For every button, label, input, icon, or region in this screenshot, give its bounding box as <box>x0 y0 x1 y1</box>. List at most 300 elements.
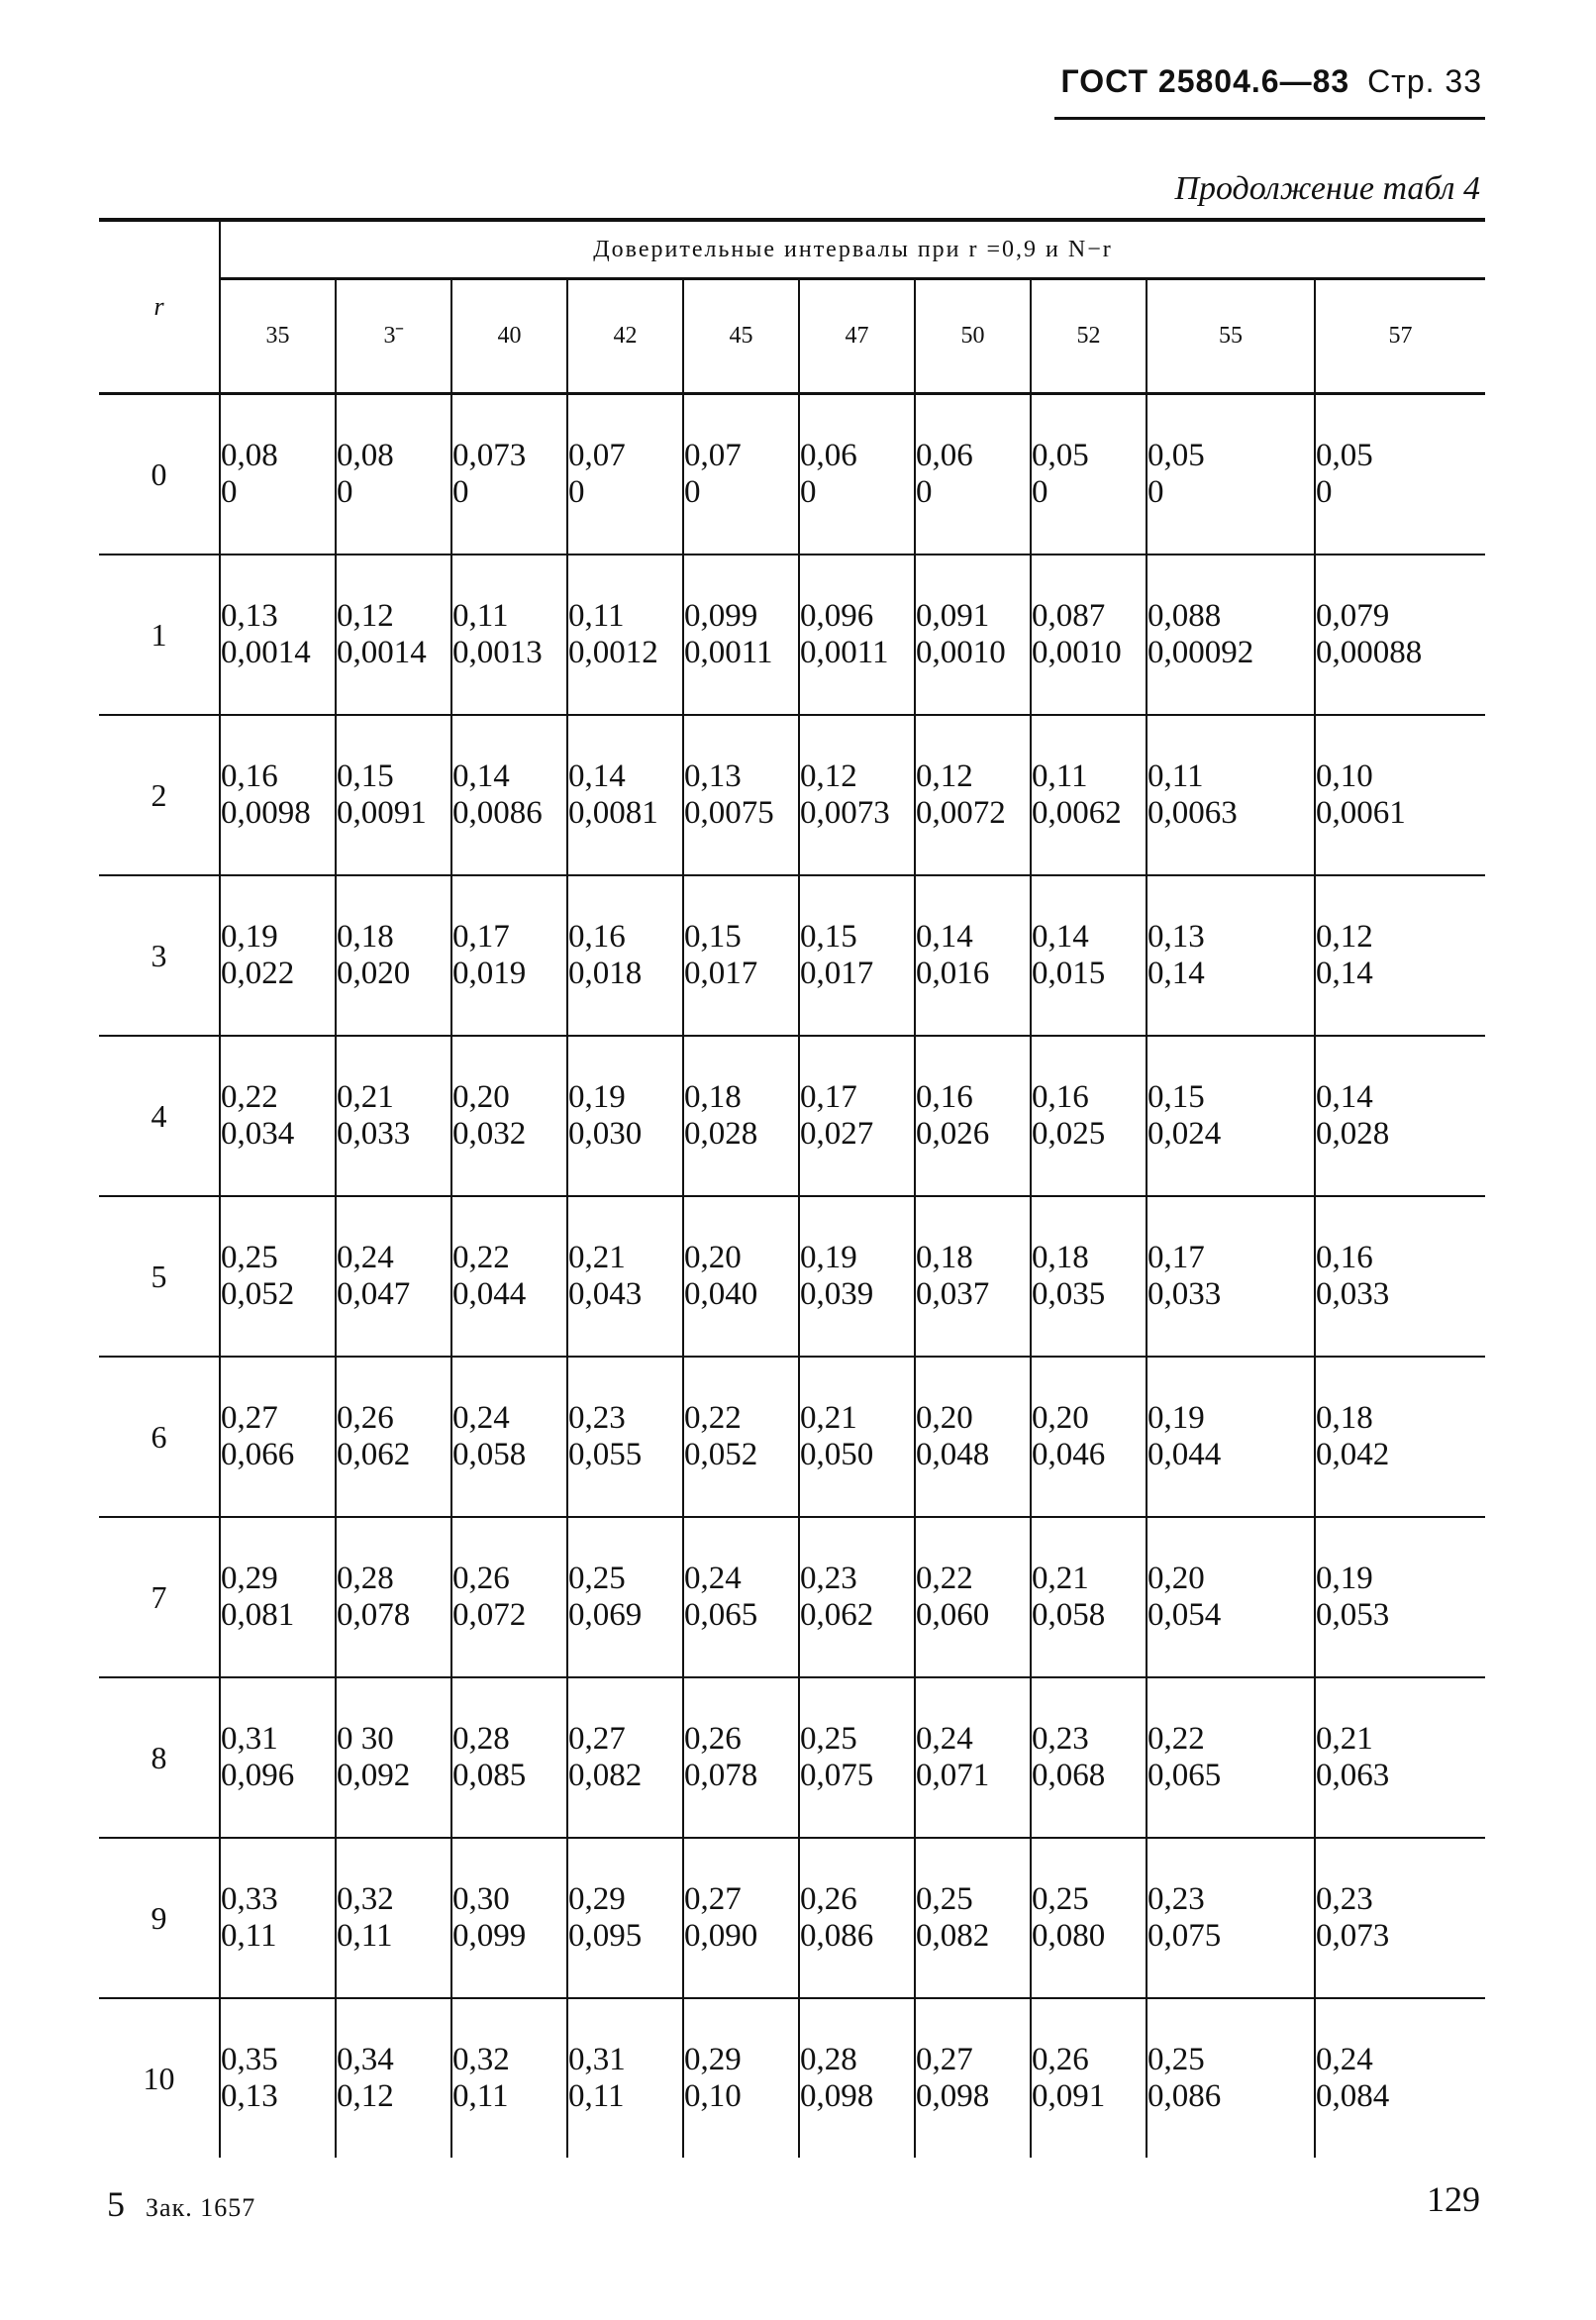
upper-bound: 0,12 <box>337 598 394 634</box>
lower-bound: 0,0010 <box>1032 635 1122 670</box>
lower-bound: 0,052 <box>684 1437 758 1472</box>
interval-cell <box>220 1196 336 1357</box>
upper-bound: 0,22 <box>916 1561 973 1596</box>
upper-bound: 0,30 <box>452 1881 510 1917</box>
lower-bound: 0,0062 <box>1032 795 1122 831</box>
column-header: 40 <box>451 279 567 394</box>
lower-bound: 0,043 <box>568 1276 643 1312</box>
column-header: 57 <box>1315 279 1485 394</box>
lower-bound: 0,065 <box>684 1597 758 1633</box>
interval-cell <box>799 715 915 875</box>
interval-cell <box>336 875 451 1036</box>
interval-cell <box>1031 394 1147 555</box>
upper-bound: 0,087 <box>1032 598 1106 634</box>
header-underline <box>1054 117 1485 120</box>
lower-bound: 0,082 <box>916 1918 990 1954</box>
lower-bound: 0,0098 <box>221 795 311 831</box>
interval-cell <box>336 1036 451 1196</box>
upper-bound: 0,24 <box>916 1721 973 1757</box>
lower-bound: 0,081 <box>221 1597 295 1633</box>
lower-bound: 0,0081 <box>568 795 658 831</box>
upper-bound: 0,29 <box>221 1561 278 1596</box>
upper-bound: 0 30 <box>337 1721 394 1757</box>
lower-bound: 0,018 <box>568 956 643 991</box>
interval-cell <box>915 1677 1031 1838</box>
upper-bound: 0,23 <box>1147 1881 1205 1917</box>
interval-cell <box>1031 875 1147 1036</box>
interval-cell <box>451 1517 567 1677</box>
row-r-value: 0 <box>99 394 220 555</box>
upper-bound: 0,21 <box>568 1240 626 1275</box>
interval-cell <box>1031 1196 1147 1357</box>
interval-cell <box>451 875 567 1036</box>
interval-cell <box>1315 1998 1485 2158</box>
standard-id: ГОСТ 25804.6—83 <box>1060 63 1350 99</box>
upper-bound: 0,27 <box>568 1721 626 1757</box>
interval-cell <box>1147 1998 1315 2158</box>
interval-cell <box>567 394 683 555</box>
upper-bound: 0,18 <box>1316 1400 1373 1436</box>
interval-cell <box>220 1036 336 1196</box>
upper-bound: 0,05 <box>1032 438 1089 473</box>
interval-cell <box>220 1517 336 1677</box>
lower-bound: 0,073 <box>1316 1918 1390 1954</box>
interval-cell <box>683 875 799 1036</box>
lower-bound: 0,096 <box>221 1758 295 1793</box>
upper-bound: 0,13 <box>1147 919 1205 955</box>
upper-bound: 0,19 <box>221 919 278 955</box>
upper-bound: 0,14 <box>1316 1079 1373 1115</box>
upper-bound: 0,06 <box>916 438 973 473</box>
upper-bound: 0,073 <box>452 438 527 473</box>
interval-cell <box>799 1196 915 1357</box>
column-header: 50 <box>915 279 1031 394</box>
interval-cell <box>451 1998 567 2158</box>
upper-bound: 0,23 <box>800 1561 857 1596</box>
upper-bound: 0,10 <box>1316 758 1373 794</box>
upper-bound: 0,28 <box>452 1721 510 1757</box>
lower-bound: 0,082 <box>568 1758 643 1793</box>
interval-cell <box>683 1998 799 2158</box>
upper-bound: 0,15 <box>800 919 857 955</box>
page-header <box>1061 63 1482 100</box>
upper-bound: 0,16 <box>1316 1240 1373 1275</box>
lower-bound: 0,052 <box>221 1276 295 1312</box>
interval-cell <box>1315 555 1485 715</box>
upper-bound: 0,14 <box>568 758 626 794</box>
lower-bound: 0,12 <box>337 2078 394 2114</box>
row-r-value: 8 <box>99 1677 220 1838</box>
lower-bound: 0,0063 <box>1147 795 1238 831</box>
interval-cell <box>1147 1677 1315 1838</box>
interval-cell <box>683 394 799 555</box>
lower-bound: 0,00092 <box>1147 635 1254 670</box>
upper-bound: 0,26 <box>452 1561 510 1596</box>
upper-bound: 0,22 <box>1147 1721 1205 1757</box>
upper-bound: 0,27 <box>221 1400 278 1436</box>
interval-cell <box>220 1998 336 2158</box>
column-header: 55 <box>1147 279 1315 394</box>
upper-bound: 0,16 <box>916 1079 973 1115</box>
upper-bound: 0,13 <box>221 598 278 634</box>
lower-bound: 0,020 <box>337 956 411 991</box>
upper-bound: 0,06 <box>800 438 857 473</box>
lower-bound: 0,033 <box>1147 1276 1222 1312</box>
row-r-value: 6 <box>99 1357 220 1517</box>
table-row <box>99 875 1485 1036</box>
interval-cell <box>915 715 1031 875</box>
upper-bound: 0,21 <box>800 1400 857 1436</box>
lower-bound: 0,033 <box>1316 1276 1390 1312</box>
interval-cell <box>336 1357 451 1517</box>
table-row <box>99 715 1485 875</box>
lower-bound: 0,048 <box>916 1437 990 1472</box>
interval-cell <box>1147 875 1315 1036</box>
lower-bound: 0,068 <box>1032 1758 1106 1793</box>
interval-cell <box>799 1838 915 1998</box>
table-row <box>99 1838 1485 1998</box>
lower-bound: 0,027 <box>800 1116 874 1152</box>
lower-bound: 0 <box>916 474 933 510</box>
lower-bound: 0,025 <box>1032 1116 1106 1152</box>
upper-bound: 0,13 <box>684 758 742 794</box>
interval-cell <box>683 1357 799 1517</box>
interval-cell <box>1147 1357 1315 1517</box>
interval-cell <box>1315 715 1485 875</box>
lower-bound: 0,11 <box>337 1918 393 1954</box>
lower-bound: 0,069 <box>568 1597 643 1633</box>
upper-bound: 0,20 <box>1147 1561 1205 1596</box>
upper-bound: 0,16 <box>221 758 278 794</box>
interval-cell <box>799 875 915 1036</box>
upper-bound: 0,33 <box>221 1881 278 1917</box>
lower-bound: 0 <box>800 474 817 510</box>
interval-cell <box>1031 715 1147 875</box>
lower-bound: 0,11 <box>568 2078 625 2114</box>
lower-bound: 0,028 <box>1316 1116 1390 1152</box>
upper-bound: 0,18 <box>684 1079 742 1115</box>
row-r-value: 1 <box>99 555 220 715</box>
lower-bound: 0,075 <box>1147 1918 1222 1954</box>
interval-cell <box>567 1998 683 2158</box>
lower-bound: 0,026 <box>916 1116 990 1152</box>
interval-cell <box>451 715 567 875</box>
lower-bound: 0,022 <box>221 956 295 991</box>
upper-bound: 0,17 <box>1147 1240 1205 1275</box>
lower-bound: 0,035 <box>1032 1276 1106 1312</box>
interval-cell <box>1315 1196 1485 1357</box>
interval-cell <box>336 1517 451 1677</box>
lower-bound: 0,044 <box>1147 1437 1222 1472</box>
interval-cell <box>220 715 336 875</box>
interval-cell <box>1147 555 1315 715</box>
table-caption: Доверительные интервалы при r =0,9 и N−r <box>220 220 1485 279</box>
interval-cell <box>683 715 799 875</box>
lower-bound: 0,086 <box>1147 2078 1222 2114</box>
upper-bound: 0,12 <box>916 758 973 794</box>
lower-bound: 0,0012 <box>568 635 658 670</box>
upper-bound: 0,32 <box>452 2042 510 2077</box>
interval-cell <box>567 1357 683 1517</box>
interval-cell <box>567 1196 683 1357</box>
upper-bound: 0,23 <box>1316 1881 1373 1917</box>
interval-cell <box>683 555 799 715</box>
interval-cell <box>1147 394 1315 555</box>
interval-cell <box>683 1517 799 1677</box>
interval-cell <box>567 715 683 875</box>
upper-bound: 0,22 <box>684 1400 742 1436</box>
lower-bound: 0,072 <box>452 1597 527 1633</box>
interval-cell <box>799 1517 915 1677</box>
lower-bound: 0 <box>1032 474 1048 510</box>
lower-bound: 0,092 <box>337 1758 411 1793</box>
upper-bound: 0,28 <box>337 1561 394 1596</box>
lower-bound: 0,024 <box>1147 1116 1222 1152</box>
interval-cell <box>220 555 336 715</box>
row-r-value: 3 <box>99 875 220 1036</box>
upper-bound: 0,099 <box>684 598 758 634</box>
upper-bound: 0,29 <box>568 1881 626 1917</box>
interval-cell <box>799 555 915 715</box>
interval-cell <box>683 1036 799 1196</box>
interval-cell <box>336 1998 451 2158</box>
table-row <box>99 1998 1485 2158</box>
row-r-value: 7 <box>99 1517 220 1677</box>
upper-bound: 0,12 <box>800 758 857 794</box>
lower-bound: 0,0061 <box>1316 795 1406 831</box>
upper-bound: 0,07 <box>568 438 626 473</box>
interval-cell <box>915 1838 1031 1998</box>
upper-bound: 0,19 <box>568 1079 626 1115</box>
lower-bound: 0,060 <box>916 1597 990 1633</box>
lower-bound: 0,14 <box>1316 956 1373 991</box>
interval-cell <box>683 1838 799 1998</box>
upper-bound: 0,25 <box>800 1721 857 1757</box>
interval-cell <box>451 555 567 715</box>
interval-cell <box>915 875 1031 1036</box>
upper-bound: 0,26 <box>800 1881 857 1917</box>
interval-cell <box>915 1998 1031 2158</box>
interval-cell <box>1031 1998 1147 2158</box>
interval-cell <box>683 1677 799 1838</box>
interval-cell <box>220 1677 336 1838</box>
lower-bound: 0,085 <box>452 1758 527 1793</box>
upper-bound: 0,27 <box>684 1881 742 1917</box>
lower-bound: 0,030 <box>568 1116 643 1152</box>
upper-bound: 0,25 <box>1147 2042 1205 2077</box>
interval-cell <box>799 394 915 555</box>
upper-bound: 0,18 <box>1032 1240 1089 1275</box>
lower-bound: 0,0086 <box>452 795 543 831</box>
lower-bound: 0 <box>684 474 701 510</box>
lower-bound: 0,044 <box>452 1276 527 1312</box>
lower-bound: 0,042 <box>1316 1437 1390 1472</box>
lower-bound: 0 <box>1147 474 1164 510</box>
upper-bound: 0,16 <box>568 919 626 955</box>
interval-cell <box>220 1357 336 1517</box>
upper-bound: 0,26 <box>1032 2042 1089 2077</box>
upper-bound: 0,11 <box>452 598 509 634</box>
lower-bound: 0 <box>337 474 353 510</box>
interval-cell <box>1315 1677 1485 1838</box>
interval-cell <box>1031 555 1147 715</box>
upper-bound: 0,35 <box>221 2042 278 2077</box>
upper-bound: 0,20 <box>916 1400 973 1436</box>
interval-cell <box>336 715 451 875</box>
lower-bound: 0,047 <box>337 1276 411 1312</box>
lower-bound: 0,0073 <box>800 795 890 831</box>
interval-cell <box>567 875 683 1036</box>
upper-bound: 0,20 <box>1032 1400 1089 1436</box>
upper-bound: 0,21 <box>1316 1721 1373 1757</box>
lower-bound: 0,032 <box>452 1116 527 1152</box>
upper-bound: 0,19 <box>800 1240 857 1275</box>
lower-bound: 0,055 <box>568 1437 643 1472</box>
upper-bound: 0,34 <box>337 2042 394 2077</box>
upper-bound: 0,088 <box>1147 598 1222 634</box>
upper-bound: 0,096 <box>800 598 874 634</box>
lower-bound: 0,091 <box>1032 2078 1106 2114</box>
table-row <box>99 394 1485 555</box>
column-header: 3ˉ <box>336 279 451 394</box>
upper-bound: 0,21 <box>337 1079 394 1115</box>
interval-cell <box>799 1677 915 1838</box>
interval-cell <box>799 1357 915 1517</box>
lower-bound: 0,11 <box>221 1918 277 1954</box>
interval-cell <box>799 1036 915 1196</box>
upper-bound: 0,24 <box>1316 2042 1373 2077</box>
upper-bound: 0,14 <box>452 758 510 794</box>
interval-cell <box>567 1677 683 1838</box>
sheet-number: 5 <box>107 2184 125 2224</box>
lower-bound: 0,10 <box>684 2078 742 2114</box>
lower-bound: 0,0014 <box>221 635 311 670</box>
interval-cell <box>1031 1036 1147 1196</box>
lower-bound: 0 <box>221 474 238 510</box>
order-number: Зак. 1657 <box>146 2193 256 2222</box>
upper-bound: 0,08 <box>337 438 394 473</box>
interval-cell <box>1147 1036 1315 1196</box>
upper-bound: 0,24 <box>684 1561 742 1596</box>
upper-bound: 0,22 <box>452 1240 510 1275</box>
lower-bound: 0 <box>1316 474 1333 510</box>
row-r-value: 9 <box>99 1838 220 1998</box>
upper-bound: 0,29 <box>684 2042 742 2077</box>
lower-bound: 0,0075 <box>684 795 774 831</box>
lower-bound: 0,015 <box>1032 956 1106 991</box>
interval-cell <box>336 555 451 715</box>
interval-cell <box>915 1357 1031 1517</box>
interval-cell <box>1315 394 1485 555</box>
footer-left <box>107 2183 255 2225</box>
upper-bound: 0,21 <box>1032 1561 1089 1596</box>
lower-bound: 0,098 <box>800 2078 874 2114</box>
upper-bound: 0,19 <box>1316 1561 1373 1596</box>
interval-cell <box>451 1677 567 1838</box>
upper-bound: 0,18 <box>916 1240 973 1275</box>
upper-bound: 0,16 <box>1032 1079 1089 1115</box>
lower-bound: 0,016 <box>916 956 990 991</box>
interval-cell <box>220 1838 336 1998</box>
row-r-value: 10 <box>143 2060 175 2096</box>
upper-bound: 0,24 <box>337 1240 394 1275</box>
table-row <box>99 1357 1485 1517</box>
lower-bound: 0,062 <box>337 1437 411 1472</box>
interval-cell <box>1031 1517 1147 1677</box>
lower-bound: 0,078 <box>337 1597 411 1633</box>
upper-bound: 0,15 <box>684 919 742 955</box>
row-r-value: 4 <box>99 1036 220 1196</box>
interval-cell <box>451 1196 567 1357</box>
upper-bound: 0,091 <box>916 598 990 634</box>
upper-bound: 0,11 <box>1147 758 1204 794</box>
upper-bound: 0,20 <box>684 1240 742 1275</box>
interval-cell <box>336 1838 451 1998</box>
lower-bound: 0,037 <box>916 1276 990 1312</box>
interval-cell <box>220 394 336 555</box>
lower-bound: 0,046 <box>1032 1437 1106 1472</box>
upper-bound: 0,22 <box>221 1079 278 1115</box>
lower-bound: 0,084 <box>1316 2078 1390 2114</box>
column-header: 42 <box>567 279 683 394</box>
table-row <box>99 1517 1485 1677</box>
upper-bound: 0,11 <box>568 598 625 634</box>
interval-cell <box>451 1838 567 1998</box>
interval-cell <box>451 394 567 555</box>
column-header: 35 <box>220 279 336 394</box>
row-r-value: 5 <box>99 1196 220 1357</box>
upper-bound: 0,15 <box>337 758 394 794</box>
lower-bound: 0,11 <box>452 2078 509 2114</box>
lower-bound: 0,0010 <box>916 635 1006 670</box>
upper-bound: 0,079 <box>1316 598 1390 634</box>
interval-cell <box>336 1677 451 1838</box>
lower-bound: 0,13 <box>221 2078 278 2114</box>
interval-cell <box>1031 1357 1147 1517</box>
upper-bound: 0,11 <box>1032 758 1088 794</box>
row-header-r: r <box>99 220 220 394</box>
lower-bound: 0,075 <box>800 1758 874 1793</box>
interval-cell <box>567 1517 683 1677</box>
table-continuation-label: Продолжение табл 4 <box>1174 170 1480 207</box>
lower-bound: 0,017 <box>684 956 758 991</box>
interval-cell <box>915 1036 1031 1196</box>
lower-bound: 0,0011 <box>800 635 889 670</box>
upper-bound: 0,12 <box>1316 919 1373 955</box>
lower-bound: 0,063 <box>1316 1758 1390 1793</box>
lower-bound: 0,080 <box>1032 1918 1106 1954</box>
interval-cell <box>567 1838 683 1998</box>
upper-bound: 0,27 <box>916 2042 973 2077</box>
interval-cell <box>567 1036 683 1196</box>
upper-bound: 0,26 <box>684 1721 742 1757</box>
upper-bound: 0,25 <box>221 1240 278 1275</box>
upper-bound: 0,32 <box>337 1881 394 1917</box>
upper-bound: 0,25 <box>916 1881 973 1917</box>
upper-bound: 0,26 <box>337 1400 394 1436</box>
interval-cell <box>1315 875 1485 1036</box>
upper-bound: 0,25 <box>1032 1881 1089 1917</box>
interval-cell <box>915 555 1031 715</box>
upper-bound: 0,31 <box>568 2042 626 2077</box>
interval-cell <box>336 1196 451 1357</box>
column-header: 52 <box>1031 279 1147 394</box>
page-label: Стр. 33 <box>1367 63 1482 99</box>
lower-bound: 0,053 <box>1316 1597 1390 1633</box>
interval-cell <box>915 1196 1031 1357</box>
upper-bound: 0,23 <box>568 1400 626 1436</box>
lower-bound: 0,090 <box>684 1918 758 1954</box>
